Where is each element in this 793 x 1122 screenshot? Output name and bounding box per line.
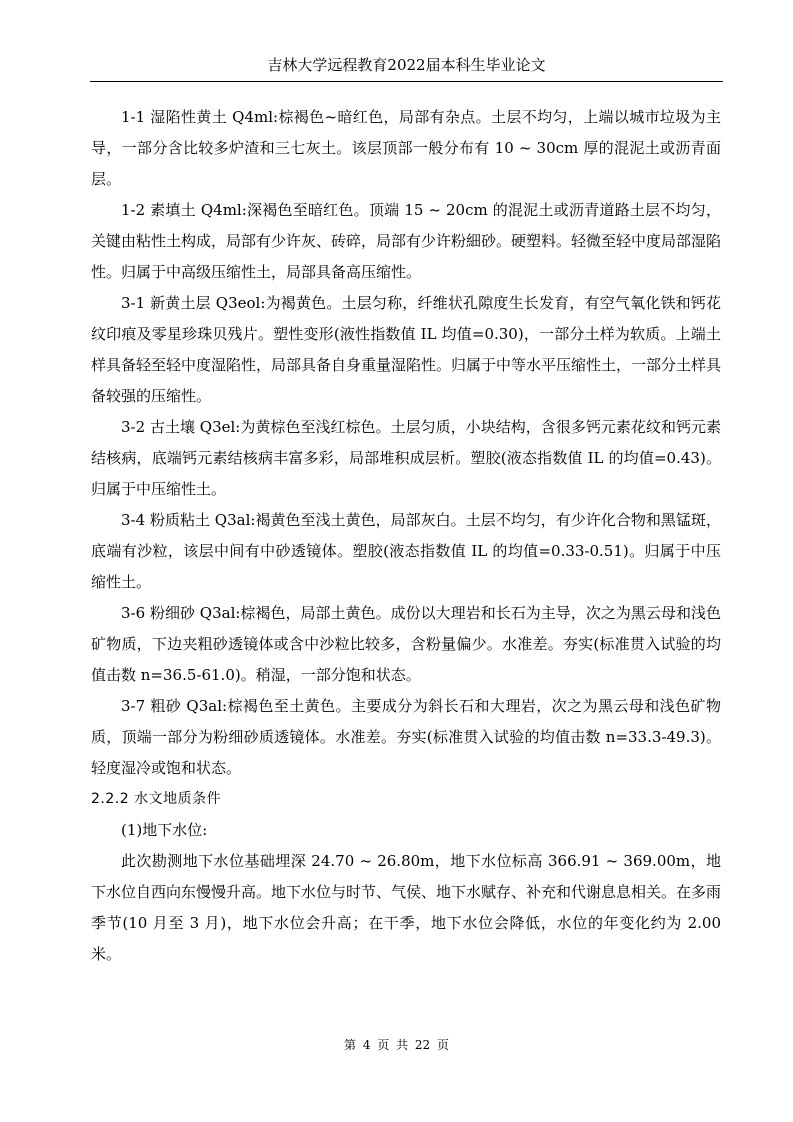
paragraph-layer-3-1: 3-1 新黄土层 Q3eol:为褐黄色。土层匀称，纤维状孔隙度生长发育，有空气氧化铁和钙花纹印痕及零星珍珠贝残片。塑性变形(液性指数值 IL 均值=0.30)，一部分土样为软质。上端土样具备轻至轻中度湿陷性，局部具备自身重量湿陷性。归属于中等水平压缩性土，一部分土样具备较强的压缩性。 [91,294,722,405]
section-heading: 2.2.2 水文地质条件 [91,791,222,807]
page-number-footer: 第 4 页 共 22 页 [344,1038,449,1052]
paragraph-layer-3-6: 3-6 粉细砂 Q3al:棕褐色，局部土黄色。成份以大理岩和长石为主导，次之为黑云母和浅色矿物质，下边夹粗砂透镜体或含中沙粒比较多，含粉量偏少。水准差。夯实(标准贯入试验的均值击数 n=36.5-61.0)。稍湿，一部分饱和状态。 [91,604,721,684]
section-subheading: (1)地下水位: [121,821,208,839]
document-body [91,102,721,970]
header-divider [90,81,723,82]
paragraph-layer-3-7: 3-7 粗砂 Q3al:棕褐色至土黄色。主要成分为斜长石和大理岩，次之为黑云母和浅色矿物质，顶端一部分为粉细砂质透镜体。水准差。夯实(标准贯入试验的均值击数 n=33.3-49.3)。轻度湿冷或饱和状态。 [91,697,721,777]
paragraph-layer-3-4: 3-4 粉质粘土 Q3al:褐黄色至浅土黄色，局部灰白。土层不均匀，有少许化合物和黑锰斑，底端有沙粒，该层中间有中砂透镜体。塑胶(液态指数值 IL 的均值=0.33-0.51)。归属于中压缩性土。 [91,511,721,591]
paragraph-layer-1-2: 1-2 素填土 Q4ml:深褐色至暗红色。顶端 15 ~ 20cm 的混泥土或沥青道路土层不均匀，关键由粘性土构成，局部有少许灰、砖碎，局部有少许粉細砂。硬塑料。轻微至轻中度局部湿陷性。归属于中高级压缩性土，局部具备高压缩性。 [91,201,722,281]
paragraph-layer-1-1: 1-1 湿陷性黄土 Q4ml:棕褐色~暗红色，局部有杂点。土层不均匀，上端以城市垃圾为主导，一部分含比较多炉渣和三七灰土。该层顶部一般分布有 10 ~ 30cm 厚的混泥土或沥青面层。 [91,108,721,188]
paragraph-layer-3-2: 3-2 古土壤 Q3el:为黄棕色至浅红棕色。土层匀质，小块结构，含很多钙元素花纹和钙元素结核病，底端钙元素结核病丰富多彩，局部堆积成层析。塑胶(液态指数值 IL 的均值=0.43)。归属于中压缩性土。 [91,418,721,498]
page-header-title: 吉林大学远程教育2022届本科生毕业论文 [267,56,546,74]
paragraph-groundwater: 此次勘测地下水位基础埋深 24.70 ~ 26.80m，地下水位标高 366.91 ~ 369.00m，地下水位自西向东慢慢升高。地下水位与时节、气侯、地下水赋存、补充和代谢息息相关。在多雨季节(10 月至 3 月)，地下水位会升高；在干季，地下水位会降低，水位的年变化约为 2.00 米。 [91,852,722,963]
